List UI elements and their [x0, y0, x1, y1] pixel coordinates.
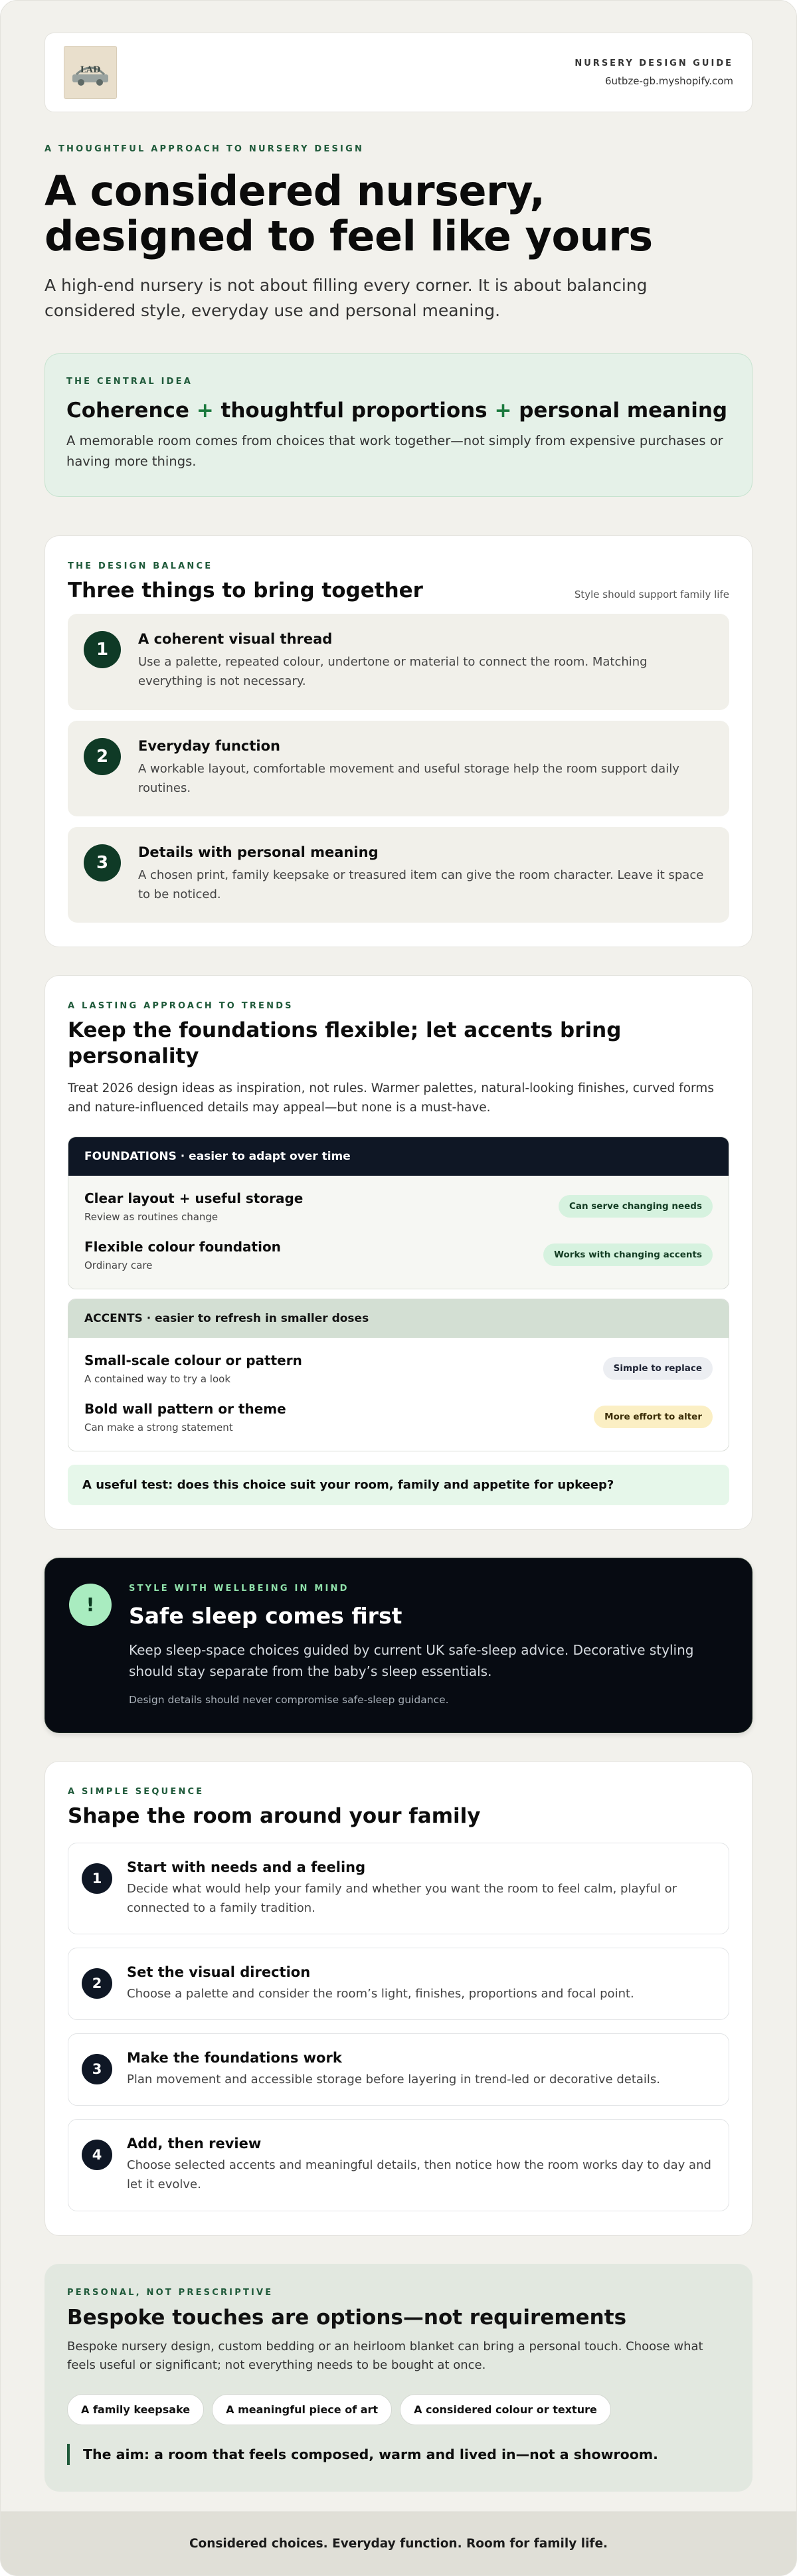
- accents-head: ACCENTS · easier to refresh in smaller doses: [68, 1299, 729, 1338]
- step-title: Start with needs and a feeling: [127, 1859, 366, 1875]
- step-text: Plan movement and accessible storage before layering in trend-led or decorative details.: [127, 2072, 661, 2087]
- step-item: [68, 1948, 729, 2020]
- step-text: Decide what would help your family and whether you want the room to feel calm, playful or connected to a family tradition.: [127, 1881, 677, 1915]
- useful-test-callout: A useful test: does this choice suit your room, family and appetite for upkeep?: [68, 1465, 729, 1505]
- site-header: [44, 33, 753, 112]
- list-item-sub: Review as routines change: [84, 1210, 219, 1223]
- status-badge: Can serve changing needs: [559, 1195, 713, 1218]
- plus-sign: +: [494, 399, 512, 423]
- design-balance-card: [44, 535, 753, 948]
- step-title: Set the visual direction: [127, 1964, 311, 1980]
- aim-statement: The aim: a room that feels composed, warm and lived in—not a showroom.: [67, 2444, 730, 2465]
- site-footer: Considered choices. Everyday function. Room for family life.: [1, 2512, 796, 2575]
- sequence-eyebrow: A SIMPLE SEQUENCE: [68, 1786, 205, 1797]
- number-badge: 3: [84, 844, 121, 881]
- safe-sleep-card: [44, 1558, 753, 1733]
- step-item: [68, 2033, 729, 2106]
- balance-item: [68, 614, 729, 709]
- accents-body: [68, 1338, 729, 1451]
- balance-item-text: Use a palette, repeated colour, undertone or material to connect the room. Matching everything is not necessary.: [138, 655, 648, 689]
- bespoke-eyebrow: PERSONAL, NOT PRESCRIPTIVE: [67, 2287, 274, 2298]
- balance-eyebrow: THE DESIGN BALANCE: [68, 561, 213, 571]
- bespoke-title: Bespoke touches are options—not requirements: [67, 2305, 627, 2330]
- list-item: [84, 1393, 713, 1441]
- list-item: [84, 1182, 713, 1231]
- chip-family-keepsake: A family keepsake: [67, 2394, 204, 2425]
- status-badge: Works with changing accents: [543, 1243, 713, 1266]
- number-badge: 2: [84, 738, 121, 775]
- list-item: [84, 1344, 713, 1393]
- status-badge: Simple to replace: [603, 1357, 713, 1380]
- step-number: 4: [82, 2140, 112, 2170]
- balance-item-title: Details with personal meaning: [138, 844, 379, 860]
- central-part-proportions: thoughtful proportions: [221, 399, 487, 423]
- bespoke-text: Bespoke nursery design, custom bedding or an heirloom blanket can bring a personal touch. Choose what feels useful or significant; not everything needs to be bought at once.: [67, 2339, 703, 2373]
- safe-eyebrow: STYLE WITH WELLBEING IN MIND: [129, 1583, 349, 1594]
- step-text: Choose a palette and consider the room’s light, finishes, proportions and focal point.: [127, 1986, 634, 2001]
- trends-card: [44, 975, 753, 1530]
- list-item: [84, 1231, 713, 1279]
- balance-item: [68, 827, 729, 923]
- accents-panel: [68, 1299, 729, 1451]
- central-eyebrow: THE CENTRAL IDEA: [66, 377, 193, 387]
- trends-text: Treat 2026 design ideas as inspiration, not rules. Warmer palettes, natural-looking finishes, curved forms and nature-influenced details may appeal—but none is a must-have.: [68, 1081, 714, 1115]
- step-number: 2: [82, 1968, 112, 1999]
- step-number: 1: [82, 1863, 112, 1894]
- balance-item-title: Everyday function: [138, 737, 280, 754]
- header-title: NURSERY DESIGN GUIDE: [575, 58, 733, 68]
- balance-title: Three things to bring together: [68, 578, 423, 602]
- chip-colour-texture: A considered colour or texture: [400, 2394, 611, 2425]
- step-text: Choose selected accents and meaningful details, then notice how the room works day to day and let it evolve.: [127, 2158, 711, 2192]
- safe-title: Safe sleep comes first: [129, 1602, 402, 1629]
- foundations-panel: [68, 1137, 729, 1289]
- sequence-card: [44, 1761, 753, 2236]
- safe-body: Keep sleep-space choices guided by current UK safe-sleep advice. Decorative styling should stay separate from the baby’s sleep essentials.: [129, 1641, 694, 1679]
- hero-eyebrow: A THOUGHTFUL APPROACH TO NURSERY DESIGN: [44, 144, 365, 154]
- trends-title: Keep the foundations flexible; let accents bring personality: [68, 1018, 622, 1068]
- foundations-body: [68, 1176, 729, 1289]
- svg-text:LAD: LAD: [80, 65, 101, 75]
- page-title-line1: A considered nursery,: [44, 167, 545, 215]
- list-item-title: Bold wall pattern or theme: [84, 1400, 286, 1417]
- header-domain[interactable]: 6utbze-gb.myshopify.com: [604, 74, 733, 87]
- brand-logo[interactable]: [64, 46, 117, 99]
- plus-sign: +: [196, 399, 214, 423]
- central-part-meaning: personal meaning: [519, 399, 728, 423]
- page-title: [44, 169, 753, 258]
- step-item: [68, 1843, 729, 1934]
- hero-intro: A high-end nursery is not about filling every corner. It is about balancing considered style, everyday use and personal meaning.: [44, 276, 648, 320]
- step-item: [68, 2119, 729, 2211]
- list-item-title: Small-scale colour or pattern: [84, 1352, 302, 1368]
- status-badge: More effort to alter: [594, 1406, 713, 1428]
- chip-list: [67, 2394, 730, 2425]
- central-part-coherence: Coherence: [66, 399, 189, 423]
- central-text: A memorable room comes from choices that work together—not simply from expensive purchases or having more things.: [66, 433, 723, 470]
- list-item-title: Flexible colour foundation: [84, 1238, 281, 1255]
- foundations-head: FOUNDATIONS · easier to adapt over time: [68, 1137, 729, 1176]
- bespoke-card: [44, 2264, 753, 2492]
- alert-icon: !: [69, 1584, 112, 1626]
- step-number: 3: [82, 2054, 112, 2084]
- sequence-title: Shape the room around your family: [68, 1803, 481, 1828]
- step-title: Make the foundations work: [127, 2050, 342, 2067]
- brand-logo-icon: [70, 57, 111, 88]
- step-title: Add, then review: [127, 2136, 262, 2152]
- list-item-sub: Ordinary care: [84, 1259, 153, 1271]
- page-title-line2: designed to feel like yours: [44, 211, 653, 260]
- central-idea-card: [44, 353, 753, 496]
- balance-item-title: A coherent visual thread: [138, 631, 333, 648]
- balance-item-text: A workable layout, comfortable movement and useful storage help the room support daily routines.: [138, 761, 679, 795]
- balance-item: [68, 721, 729, 816]
- balance-note: Style should support family life: [574, 589, 729, 601]
- number-badge: 1: [84, 631, 121, 668]
- safe-fine-print: Design details should never compromise safe-sleep guidance.: [129, 1693, 449, 1706]
- balance-item-text: A chosen print, family keepsake or treasured item can give the room character. Leave it space to be noticed.: [138, 868, 704, 902]
- hero-section: [44, 144, 753, 323]
- central-heading: [66, 399, 731, 422]
- trends-eyebrow: A LASTING APPROACH TO TRENDS: [68, 1001, 294, 1012]
- list-item-title: Clear layout + useful storage: [84, 1190, 304, 1206]
- list-item-sub: Can make a strong statement: [84, 1421, 233, 1433]
- chip-meaningful-art: A meaningful piece of art: [212, 2394, 392, 2425]
- list-item-sub: A contained way to try a look: [84, 1372, 231, 1385]
